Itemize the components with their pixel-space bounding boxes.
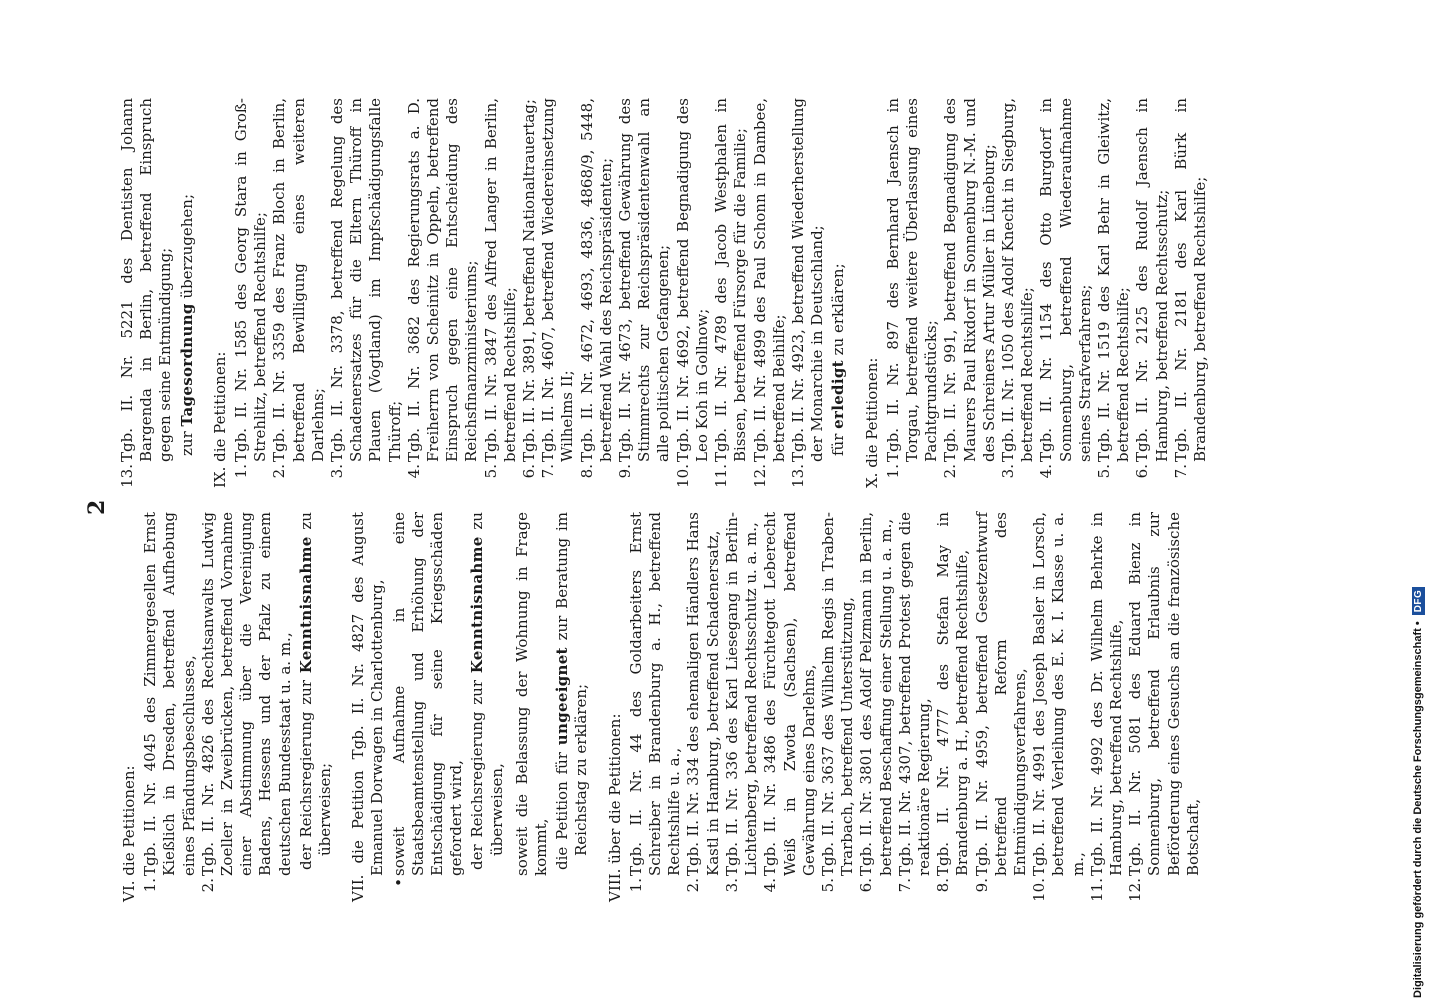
item-number: 2. <box>198 878 217 893</box>
item-text: Tgb. II. Nr. 4826 des Rechtsanwalts Ludwig Zoeller in Zweibrücken, betreffend Vornahme einer Abstimmung über die Vereinigung Badens, Hessens und der Pfalz zu einem deutschen Bundesstaat u. a. m., <box>198 512 294 876</box>
list-item <box>482 98 520 488</box>
digitization-credit <box>1400 8 1434 998</box>
item-text: Tgb. II. Nr. 4307, betreffend Protest gegen die reaktionäre Regierung, <box>895 512 933 876</box>
item-number: 9. <box>972 878 991 893</box>
list-item <box>999 98 1037 488</box>
item-text: Tgb. II. Nr. 3378, betreffend Regelung des Schadenersatzes für die Eltern Thüroff in Plauen (Vogtland) im Impfschädigungsfalle Thüroff; <box>328 98 404 462</box>
list-item <box>819 512 857 902</box>
item-number: 5. <box>818 878 837 893</box>
list-item <box>539 98 577 488</box>
item-text: Tgb. II. Nr. 1154 des Otto Burgdorf in Sonnenburg, betreffend Wiederaufnahme seines Strafverfahrens; <box>1037 98 1094 462</box>
list-item <box>1095 98 1133 488</box>
item-text: Tgb. II. Nr. 1585 des Georg Stara in Groß-Strehlitz, betreffend Rechtshilfe; <box>232 98 270 462</box>
item-number: 7. <box>895 878 914 893</box>
item-number: 7. <box>539 464 558 479</box>
list-item <box>712 98 750 488</box>
item-text: Tgb. II. Nr. 4789 des Jacob Westphalen in Bissen, betreffend Fürsorge für die Familie; <box>712 98 750 462</box>
item-text: Tgb. II. Nr. 4777 des Stefan May in Brandenburg a. H., betreffend Rechtshilfe, <box>934 512 972 876</box>
item-number: 3. <box>998 464 1017 479</box>
item-number: 2. <box>941 464 960 479</box>
item-number: 6. <box>1133 464 1152 479</box>
list-item <box>199 512 295 902</box>
list-item <box>723 512 761 902</box>
decision-text: zu erklären; <box>829 263 848 356</box>
list-item <box>1133 98 1171 488</box>
item-text: Tgb. II. Nr. 3359 des Franz Bloch in Berlin, betreffend Bewilligung eines weiteren Darlehns; <box>270 98 327 462</box>
item-text: Tgb. II. Nr. 4673, betreffend Gewährung des Stimmrechts zur Reichspräsidentenwahl an alle politischen Gefangenen; <box>616 98 673 462</box>
item-text: Tgb. II. Nr. 3637 des Wilhelm Regis in Traben-Trarbach, betreffend Unterstützung, <box>818 512 857 876</box>
decision-keyword: Tagesordnung <box>177 303 196 427</box>
list-item <box>1030 512 1088 902</box>
item-number: 9. <box>616 464 635 479</box>
list-item <box>578 98 616 488</box>
item-text: Tgb. II. Nr. 3891, betreffend Nationaltrauertag; <box>520 99 539 462</box>
item-text: Tgb. II. Nr. 4045 des Zimmergesellen Ernst Kießlich in Dresden, betreffend Aufhebung eines Pfändungsbeschlusses, <box>141 512 198 876</box>
list-item <box>934 512 972 902</box>
decision-keyword: erledigt <box>829 360 848 429</box>
list-item <box>405 98 482 488</box>
clause-text: soweit Aufnahme in eine Staatsbeamtenstellung und Erhöhung der Entschädigung für seine Kriegsschäden gefordert wird, <box>389 512 466 876</box>
item-text: Tgb. II. Nr. 5081 des Eduard Bienz in Sonnenburg, betreffend Erlaubnis zur Beförderung eines Gesuchs an die französische Botschaft, <box>1126 512 1202 876</box>
decision-keyword: Kenntnisnahme <box>468 536 487 674</box>
item-number: 13. <box>118 464 136 488</box>
section-vi-heading: VI. die Petitionen: <box>120 765 138 902</box>
item-number: 1. <box>626 878 645 893</box>
list-item <box>270 98 328 488</box>
item-number: 6. <box>520 464 539 479</box>
item-text: Tgb. II. Nr. 991, betreffend Begnadigung des Maurers Paul Rixdorf in Sonnenburg N.-M. und des Schreiners Artur Müller in Lüneburg; <box>941 98 998 462</box>
item-number: 1. <box>141 878 160 893</box>
dfg-logo: DFG <box>1412 587 1425 616</box>
item-text: Tgb. II. Nr. 1519 des Karl Behr in Gleiwitz, betreffend Rechtshilfe; <box>1094 98 1133 462</box>
item-text: Tgb. II. Nr. 2125 des Rudolf Jaensch in Hamburg, betreffend Rechtsschutz; <box>1133 98 1171 462</box>
item-text: Tgb. II. Nr. 897 des Bernhard Jaensch in Torgau, betreffend weitere Überlassung eines Pachtgrundstücks; <box>883 98 941 462</box>
item-text: Tgb. II. Nr. 44 des Goldarbeiters Ernst Schreiber in Brandenburg a. H., betreffend Rechtshilfe u. a., <box>626 512 684 876</box>
decision-text: für <box>829 433 848 456</box>
list-item <box>884 98 942 488</box>
item-number: 12. <box>1126 878 1145 902</box>
decision-text: der Reichsregierung zur <box>296 679 315 870</box>
list-item <box>328 98 405 488</box>
item-number: 7. <box>1171 464 1190 479</box>
section-ix-decision <box>829 98 848 488</box>
section-ix-list <box>232 98 827 488</box>
bullet-mark: • <box>389 878 408 887</box>
decision-text: die Petition für <box>553 752 572 870</box>
item-number: 12. <box>750 464 769 488</box>
section-viii-list <box>627 512 1203 902</box>
list-item <box>896 512 934 902</box>
decision-text: zu überweisen, <box>468 512 506 856</box>
clause-text: soweit die Belassung der Wohnung in Frage kommt, <box>512 512 551 876</box>
decision-text: zur Beratung im Reichstag zu erklären; <box>553 512 591 856</box>
section-vi-list <box>141 512 295 902</box>
item-text: Tgb. II. Nr. 4692, betreffend Begnadigung des Leo Koh in Gollnow; <box>673 98 711 462</box>
decision-text: zur <box>177 431 196 456</box>
list-item <box>1088 512 1126 902</box>
item-number: 3. <box>722 878 741 893</box>
list-item <box>684 512 722 902</box>
item-text: Tgb. II. Nr. 2181 des Karl Bürk in Brandenburg, betreffend Rechtshilfe; <box>1171 98 1209 462</box>
list-item <box>973 512 1031 902</box>
item-number: 2. <box>684 878 703 893</box>
list-item <box>941 98 999 488</box>
list-item <box>761 512 819 902</box>
item-text: Tgb. II. Nr. 3847 des Alfred Langer in Berlin, betreffend Rechtshilfe; <box>481 98 519 462</box>
section-vii-clause <box>390 512 467 902</box>
list-item <box>1172 98 1210 488</box>
item-number: 5. <box>1094 464 1113 479</box>
credit-text: Digitalisierung gefördert durch die Deutsche Forschungsgemeinschaft • <box>1412 621 1424 998</box>
item-number: 3. <box>328 464 347 479</box>
list-item <box>857 512 895 902</box>
list-item <box>627 512 685 902</box>
item-text: Tgb. II. Nr. 4991 des Joseph Basler in Lorsch, betreffend Verleihung des E. K. I. Klasse u. a. m., <box>1030 512 1087 876</box>
list-item <box>751 98 789 488</box>
item-text: Tgb. II. Nr. 4899 des Paul Schonn in Dambee, betreffend Beihilfe; <box>750 98 788 462</box>
decision-keyword: Kenntnisnahme <box>296 536 315 674</box>
list-item <box>141 512 199 902</box>
left-column <box>120 512 1203 902</box>
item-number: 11. <box>712 464 731 488</box>
section-vii-decision-2 <box>553 512 591 902</box>
credit-line <box>1408 8 1428 998</box>
list-item <box>232 98 270 488</box>
item-number: 1. <box>232 464 251 479</box>
item-text: Tgb. II. Nr. 4959, betreffend Gesetzentwurf betreffend Reform des Entmündigungsverfahrens, <box>972 512 1029 876</box>
section-viii-decision <box>178 98 197 488</box>
list-item <box>520 98 539 488</box>
item-number: 1. <box>883 464 902 479</box>
item-text: Tgb. II. Nr. 3801 des Adolf Pelzmann in Berlin, betreffend Beschaffung einer Stellung u. a. m., <box>857 512 895 876</box>
item-text: Tgb. II. Nr. 336 des Karl Liesegang in Berlin-Lichtenberg, betreffend Rechtsschutz u. a. m., <box>722 512 761 876</box>
section-vii-clause <box>513 512 551 902</box>
item-text: Tgb. II. Nr. 3682 des Regierungsrats a. D. Freiherrn von Scheinitz in Oppeln, betreffend Einspruch gegen eine Entscheidung des Reichsfinanzministeriums; <box>404 98 481 462</box>
item-number: 8. <box>577 464 596 479</box>
list-item <box>1126 512 1203 902</box>
item-number: 4. <box>404 464 423 479</box>
section-x-heading: X. die Petitionen: <box>862 357 881 488</box>
item-number: 8. <box>934 878 953 893</box>
list-item <box>674 98 712 488</box>
list-item <box>789 98 827 488</box>
item-text: Tgb. II. Nr. 4607, betreffend Wiedereinsetzung Wilhelms II; <box>539 98 577 462</box>
section-viii-heading: VIII. über die Petitionen: <box>605 713 624 902</box>
section-vii-heading: VII. die Petition Tgb. II. Nr. 4827 des August Emanuel Dorwagen in Charlottenburg, <box>349 512 387 902</box>
item-text: Tgb. II. Nr. 4992 des Dr. Wilhelm Behrke in Hamburg, betreffend Rechtshilfe, <box>1087 512 1125 876</box>
section-x-list <box>884 98 1210 488</box>
item-number: 4. <box>761 878 780 893</box>
item-text: Tgb. II. Nr. 4923, betreffend Wiederherstellung der Monarchie in Deutschland; <box>788 98 827 462</box>
page-number: 2 <box>84 499 110 515</box>
right-column <box>118 98 1210 488</box>
section-vi-decision <box>297 512 335 902</box>
item-number: 4. <box>1037 464 1056 479</box>
list-item <box>118 98 176 488</box>
decision-text: zu überweisen; <box>296 512 335 856</box>
list-item <box>616 98 674 488</box>
item-text: Tgb. II. Nr. 5221 des Dentisten Johann Bargenda in Berlin, betreffend Einspruch gegen seine Entmündigung; <box>118 98 175 462</box>
item-number: 10. <box>673 464 692 488</box>
list-item <box>1037 98 1095 488</box>
item-text: Tgb. II. Nr. 334 des ehemaligen Händlers Hans Kastl in Hamburg, betreffend Schadenersatz, <box>684 512 722 876</box>
decision-text: überzugehen; <box>177 193 196 299</box>
decision-text: der Reichsregierung zur <box>468 679 487 870</box>
item-number: 10. <box>1030 878 1049 902</box>
decision-keyword: ungeeignet <box>553 647 572 746</box>
section-vii-decision-1 <box>468 512 506 902</box>
item-text: Tgb. II. Nr. 1050 des Adolf Knecht in Siegburg, betreffend Rechtshilfe; <box>998 98 1037 462</box>
item-number: 6. <box>857 878 876 893</box>
item-text: Tgb. II. Nr. 4672, 4693, 4836, 4868/9, 5448, betreffend Wahl des Reichspräsidenten; <box>577 98 615 462</box>
item-number: 13. <box>788 464 807 488</box>
section-ix-heading: IX. die Petitionen: <box>210 351 229 488</box>
item-number: 5. <box>481 464 500 479</box>
item-number: 2. <box>270 464 289 479</box>
item-number: 11. <box>1087 878 1106 902</box>
item-text: Tgb. II. Nr. 3486 des Fürchtegott Leberecht Weiß in Zwota (Sachsen), betreffend Gewährung eines Darlehns, <box>761 512 818 876</box>
